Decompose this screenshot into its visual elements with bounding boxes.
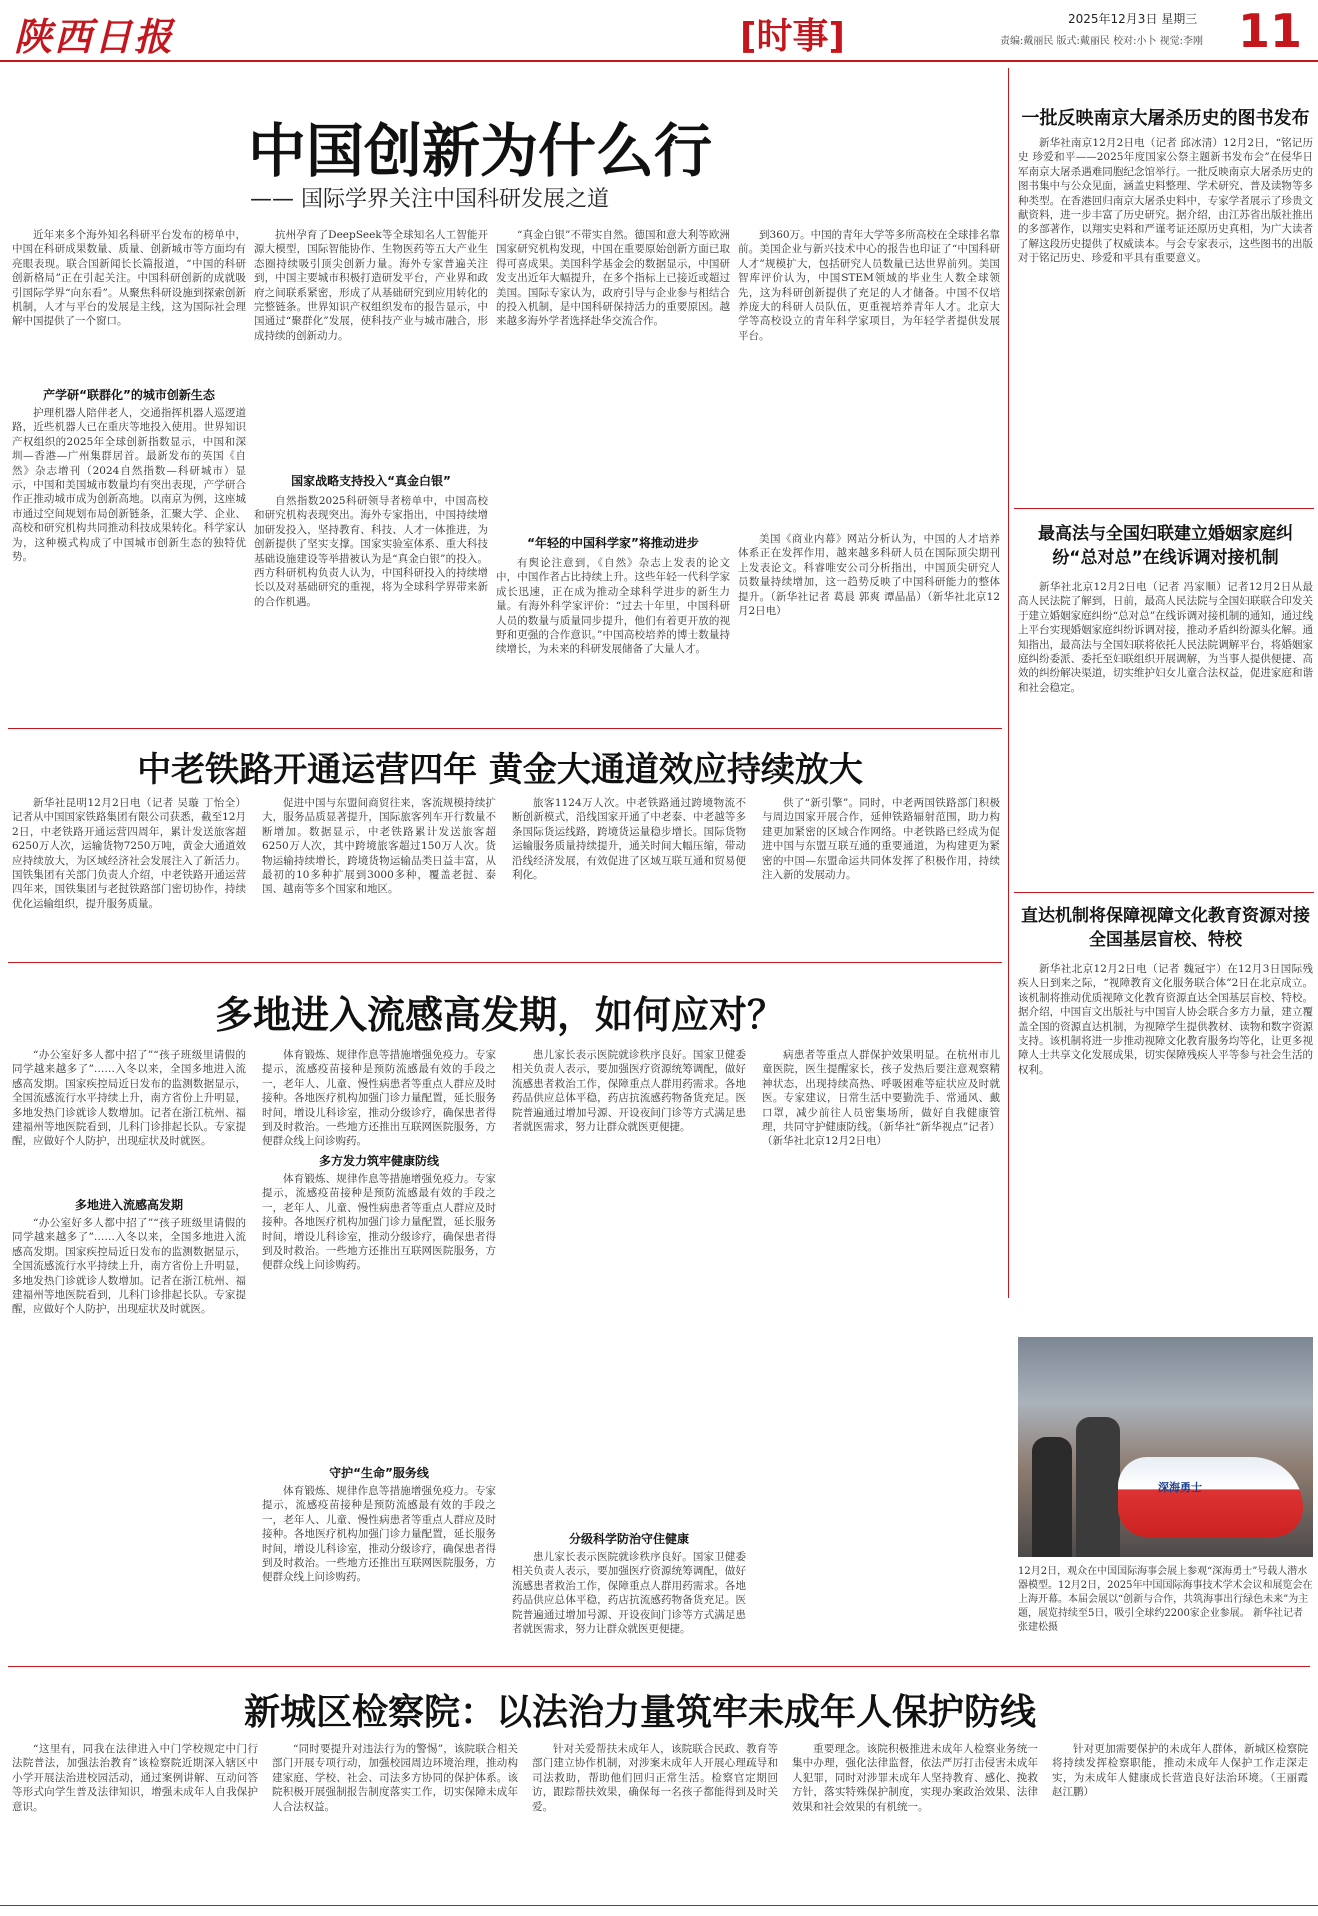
section-label: [时事]: [740, 16, 845, 57]
divider: [1014, 892, 1314, 893]
procuratorate-col-3: 针对关爱帮扶未成年人，该院联合民政、教育等部门建立协作机制，对涉案未成年人开展心理疏导和司法救助，帮助他们回归正常生活。检察官定期回访，跟踪帮扶效果，确保每一名孩子都能得到及时关爱。: [532, 1743, 778, 1813]
railway-col-2: 促进中国与东盟间商贸往来，客流规模持续扩大，服务品质显著提升，国际旅客列车开行数量不断增加。数据显示，中老铁路累计发送旅客超6250万人次，其中跨境旅客超过150万人次。货物运输持续增长，跨境货物运输品类日益丰富，从最初的10多种扩展到3000多种，覆盖老挝、泰国、越南等多个国家和地区。: [262, 797, 496, 896]
procuratorate-col-4: 重要理念。该院积极推进未成年人检察业务统一集中办理，强化法律监督，依法严厉打击侵害未成年人犯罪，同时对涉罪未成年人坚持教育、感化、挽救方针，落实特殊保护制度，实现办案政治效果、法律效果和社会效果的有机统一。: [792, 1743, 1038, 1813]
flu-col-1b: “办公室好多人都中招了”“孩子班级里请假的同学越来越多了”……入冬以来，全国多地进入流感高发期。国家疾控局近日发布的监测数据显示，全国流感流行水平持续上升，南方省份上升明显，多地发热门诊就诊人数增加。记者在浙江杭州、福建福州等地医院看到，儿科门诊排起长队。专家提醒，应做好个人防护，出现症状及时就医。: [12, 1217, 246, 1316]
photo-figure: [1032, 1437, 1072, 1557]
lead-col-2b: 自然指数2025科研领导者榜单中，中国高校和研究机构表现突出。海外专家指出，中国持续增加研发投入，坚持教育、科技、人才一体推进，为创新提供了坚实支撑。国家实验室体系、重大科技基础设施建设等举措被认为是“真金白银”的投入。西方科研机构负责人认为，中国科研投入的持续增长以及对基础研究的重视，将为全球科学界带来新的合作机遇。: [254, 495, 488, 608]
sidebar-story2-headline: 最高法与全国妇联建立婚姻家庭纠纷“总对总”在线诉调对接机制: [1038, 524, 1293, 568]
editor-credits: 责编:戴丽民 版式:戴丽民 校对:小卜 视觉:李刚: [1000, 36, 1204, 47]
sidebar-story1-headline: 一批反映南京大屠杀历史的图书发布: [1021, 108, 1310, 129]
flu-col-2c: 体育锻炼、规律作息等措施增强免疫力。专家提示，流感疫苗接种是预防流感最有效的手段之一，老年人、儿童、慢性病患者等重点人群应及时接种。各地医疗机构加强门诊力量配置，延长服务时间，增设儿科诊室，推动分级诊疗，确保患者得到及时救治。一些地方还推出互联网医院服务，方便群众线上问诊购药。: [262, 1485, 496, 1584]
lead-crosshead-3: “年轻的中国科学家”将推动进步: [527, 536, 699, 550]
flu-col-4: 病患者等重点人群保护效果明显。在杭州市儿童医院，医生提醒家长，孩子发热后要注意观察精神状态，出现持续高热、呼吸困难等症状应及时就医。专家建议，日常生活中要勤洗手、常通风、戴口罩，减少前往人员密集场所，做好自我健康管理，共同守护健康防线。（新华社“新华视点”记者）（新华社北京12月2日电）: [762, 1049, 1000, 1148]
flu-crosshead-3: 守护“生命”服务线: [329, 1466, 429, 1480]
flu-headline: 多地进入流感高发期，如何应对？: [214, 993, 785, 1037]
submersible-label: 深海勇士: [1158, 1481, 1202, 1494]
issue-date: 2025年12月3日 星期三: [1068, 12, 1198, 26]
flu-col-3b: 患儿家长表示医院就诊秩序良好。国家卫健委相关负责人表示，要加强医疗资源统筹调配，做好流感患者救治工作，保障重点人群用药需求。各地药品供应总体平稳，药店抗流感药物备货充足。医院普遍通过增加号源、开设夜间门诊等方式满足患者就医需求，努力让群众就医更便捷。: [512, 1551, 746, 1636]
sidebar-story2-body: 新华社北京12月2日电（记者 冯家顺）记者12月2日从最高人民法院了解到，日前，最高人民法院与全国妇联联合印发关于建立婚姻家庭纠纷“总对总”在线诉调对接机制的通知，通过线上平台实现婚姻家庭纠纷诉调对接，推动矛盾纠纷源头化解。通知指出，最高法与全国妇联将依托人民法院调解平台，将婚姻家庭纠纷委派、委托至妇联组织开展调解，为当事人提供便捷、高效的纠纷解决渠道，切实维护妇女儿童合法权益，促进家庭和谐和社会稳定。: [1018, 581, 1313, 694]
lead-col-2: 抗州孕育了DeepSeek等全球知名人工智能开源大模型，国际智能协作、生物医药等五大产业生态圈持续吸引顶尖创新力量。海外专家普遍关注到，中国主要城市积极打造研发平台，产业界和政府之间联系紧密，形成了从基础研究到应用转化的完整链条。世界知识产权组织发布的报告显示，中国通过“聚群化”发展，使科技产业与城市融合，形成持续的创新动力。: [254, 229, 488, 342]
railway-col-4: 供了“新引擎”。同时，中老两国铁路部门积极与周边国家开展合作，延伸铁路辐射范围，助力构建更加紧密的区域合作网络。中老铁路已经成为促进中国与东盟互联互通的重要通道，为构建更为紧密的中国—东盟命运共同体发挥了积极作用，持续注入新的发展动力。: [762, 797, 1000, 882]
flu-crosshead-4: 分级科学防治守住健康: [568, 1532, 689, 1546]
lead-col-3b: 有舆论注意到，《自然》杂志上发表的论文中，中国作者占比持续上升。这些年轻一代科学家成长迅速，正在成为推动全球科学进步的新生力量。有海外科学家评价：“过去十年里，中国科研人员的数量与质量同步提升，他们有着更开放的视野和更强的合作意识。”中国高校培养的博士数量持续增长，为未来的科研发展储备了大量人才。: [496, 557, 730, 656]
railway-col-1: 新华社昆明12月2日电（记者 吴璇 丁怡全）记者从中国国家铁路集团有限公司获悉，截至12月2日，中老铁路开通运营四周年，累计发送旅客超6250万人次，运输货物7250万吨，黄金大通道效应持续放大，为区域经济社会发展注入了新活力。国铁集团有关部门负责人介绍，中老铁路开通运营四年来，国铁集团与老挝铁路部门密切协作，持续优化运输组织，提升服务质量。: [12, 797, 246, 910]
railway-headline: 中老铁路开通运营四年 黄金大通道效应持续放大: [137, 750, 863, 790]
lead-headline: 中国创新为什么行: [247, 117, 712, 185]
railway-col-3: 旅客1124万人次。中老铁路通过跨境物流不断创新模式，沿线国家开通了中老泰、中老越等多条国际货运线路，跨境货运量稳步增长。国际货物运输服务质量持续提升，通关时间大幅压缩，带动沿线经济发展，有效促进了区域互联互通和贸易便利化。: [512, 797, 746, 882]
news-photo: [1018, 1337, 1313, 1557]
procuratorate-col-5: 针对更加需要保护的未成年人群体，新城区检察院将持续发挥检察职能，推动未成年人保护工作走深走实，为未成年人健康成长营造良好法治环境。（王丽霞 赵江鹏）: [1052, 1743, 1308, 1799]
sidebar-divider: [1008, 68, 1009, 1298]
sidebar-story3-headline: 直达机制将保障视障文化教育资源对接全国基层盲校、特校: [1021, 906, 1310, 950]
page-number: 11: [1238, 4, 1303, 58]
lead-col-1: 近年来多个海外知名科研平台发布的榜单中，中国在科研成果数量、质量、创新城市等方面均有亮眼表现。联合国新闻长长篇报道，“中国的科研创新格局”正在引起关注。中国科研创新的成就吸引国际学界“向东看”。从聚焦科研设施到探索创新机制，人才与平台的发展是主线，这为国际社会理解中国提供了一个窗口。: [12, 229, 246, 328]
flu-crosshead-2: 多方发力筑牢健康防线: [318, 1154, 439, 1168]
sidebar-story1-body: 新华社南京12月2日电（记者 邱冰清）12月2日，“铭记历史 珍爱和平——2025年度国家公祭主题新书发布会”在侵华日军南京大屠杀遇难同胞纪念馆举行。一批反映南京大屠杀历史的图书集中与公众见面，涵盖史料整理、学术研究、普及读物等多种类型。在香港回归南京大屠杀史料中，专家学者展示了珍贵文献资料，进一步丰富了历史研究。据介绍，由江苏省出版社推出的多部著作，以翔实史料和严谨考证还原历史真相，为广大读者了解这段历史提供了权威读本。与会专家表示，这些图书的出版对于铭记历史、珍爱和平具有重要意义。: [1018, 137, 1313, 265]
submersible-model: [1118, 1457, 1303, 1537]
newspaper-name: 陕西日报: [14, 14, 175, 59]
page-bottom-rule: [0, 1905, 1318, 1906]
photo-caption: 12月2日，观众在中国国际海事会展上参观“深海勇士”号载人潜水器模型。12月2日，2025年中国国际海事技术学术会议和展览会在上海开幕。本届会展以“创新与合作，共筑海事出行绿色未来”为主题，展览持续至5日，吸引全球约2200家企业参展。 新华社记者 张建松摄: [1018, 1566, 1313, 1633]
lead-col-3: “真金白银”不带实自然。德国和意大利等欧洲国家研究机构发现，中国在重要原始创新方面已取得可喜成果。美国科学基金会的数据显示，中国研发支出近年大幅提升，在多个指标上已接近或超过美国。国际专家认为，政府引导与企业参与相结合的投入机制，是中国科研保持活力的重要原因。越来越多海外学者选择赴华交流合作。: [496, 229, 730, 328]
divider: [8, 728, 1002, 729]
lead-col-4: 到360万。中国的青年大学等多所高校在全球排名靠前。美国企业与新兴技术中心的报告也印证了“中国科研人才”规模扩大，包括研究人员数量已达世界前列。美国智库评价认为，中国STEM领域的毕业生人数全球领先，这为科研创新提供了充足的人才储备。中国不仅培养庞大的科研人员队伍，更重视培养青年人才。北京大学等高校设立的青年科学家项目，为年轻学者提供发展平台。: [738, 229, 1000, 342]
flu-col-2: 体育锻炼、规律作息等措施增强免疫力。专家提示，流感疫苗接种是预防流感最有效的手段之一，老年人、儿童、慢性病患者等重点人群应及时接种。各地医疗机构加强门诊力量配置，延长服务时间，增设儿科诊室，推动分级诊疗，确保患者得到及时救治。一些地方还推出互联网医院服务，方便群众线上问诊购药。: [262, 1049, 496, 1148]
divider: [8, 962, 1002, 963]
lead-crosshead-1: 产学研“联群化”的城市创新生态: [43, 388, 215, 402]
lead-subhead: —— 国际学界关注中国科研发展之道: [250, 187, 609, 212]
divider: [8, 1666, 1310, 1667]
photo-figure: [1076, 1417, 1120, 1557]
flu-crosshead-1: 多地进入流感高发期: [74, 1198, 183, 1212]
sidebar-story3-body: 新华社北京12月2日电（记者 魏冠宇）在12月3日国际残疾人日到来之际，“视障教育文化服务联合体”2日在北京成立。该机制将推动优质视障文化教育资源直达全国基层盲校、特校。据介绍，中国盲文出版社与中国盲人协会联合多方力量，建立覆盖全国的资源直达机制，为视障学生提供教材、读物和数字资源支持。该机制将进一步推动视障文化教育服务均等化，让更多视障人士共享文化发展成果，切实保障残疾人平等参与社会生活的权利。: [1018, 963, 1313, 1076]
procuratorate-col-2: “同时要提升对违法行为的警惕”，该院联合相关部门开展专项行动，加强校园周边环境治理，推动构建家庭、学校、社会、司法多方协同的保护体系。该院积极开展强制报告制度落实工作，切实保障未成年人合法权益。: [272, 1743, 518, 1813]
flu-col-1: “办公室好多人都中招了”“孩子班级里请假的同学越来越多了”……入冬以来，全国多地进入流感高发期。国家疾控局近日发布的监测数据显示，全国流感流行水平持续上升，南方省份上升明显，多地发热门诊就诊人数增加。记者在浙江杭州、福建福州等地医院看到，儿科门诊排起长队。专家提醒，应做好个人防护，出现症状及时就医。: [12, 1049, 246, 1148]
flu-col-2b: 体育锻炼、规律作息等措施增强免疫力。专家提示，流感疫苗接种是预防流感最有效的手段之一，老年人、儿童、慢性病患者等重点人群应及时接种。各地医疗机构加强门诊力量配置，延长服务时间，增设儿科诊室，推动分级诊疗，确保患者得到及时救治。一些地方还推出互联网医院服务，方便群众线上问诊购药。: [262, 1173, 496, 1272]
masthead: [0, 0, 1318, 62]
divider: [1014, 508, 1314, 509]
lead-crosshead-2: 国家战略支持投入“真金白银”: [291, 474, 451, 488]
lead-col-4b: 美国《商业内幕》网站分析认为，中国的人才培养体系正在发挥作用，越来越多科研人员在国际顶尖期刊上发表论文。科睿唯安公司分析指出，中国顶尖研究人员数量持续增加，这一趋势反映了中国科研能力的整体提升。（新华社记者 葛晨 郭爽 谭晶晶）（新华社北京12月2日电）: [738, 533, 1000, 618]
flu-col-3: 患儿家长表示医院就诊秩序良好。国家卫健委相关负责人表示，要加强医疗资源统筹调配，做好流感患者救治工作，保障重点人群用药需求。各地药品供应总体平稳，药店抗流感药物备货充足。医院普遍通过增加号源、开设夜间门诊等方式满足患者就医需求，努力让群众就医更便捷。: [512, 1049, 746, 1134]
procuratorate-col-1: “这里有，同我在法律进入中门学校规定中门行法院普法，加强法治教育”该检察院近期深入辖区中小学开展法治进校园活动，通过案例讲解、互动问答等形式向学生普及法律知识，增强未成年人自我保护意识。: [12, 1743, 258, 1813]
procuratorate-headline: 新城区检察院：以法治力量筑牢未成年人保护防线: [243, 1692, 1036, 1733]
lead-col-1b: 护理机器人陪伴老人，交通指挥机器人巡逻道路，近些机器人已在重庆等地投入使用。世界知识产权组织的2025年全球创新指数显示，中国和深圳—香港—广州集群居首。最新发布的英国《自然》杂志增刊（2024自然指数—科研城市）显示，中国和美国城市数量均有突出表现，产学研合作正推动城市成为创新高地。以南京为例，这座城市通过空间规划布局创新链条，汇聚大学、企业、高校和研究机构共同推动科技成果转化。科学家认为，这种模式构成了中国城市创新生态的独特优势。: [12, 407, 246, 564]
